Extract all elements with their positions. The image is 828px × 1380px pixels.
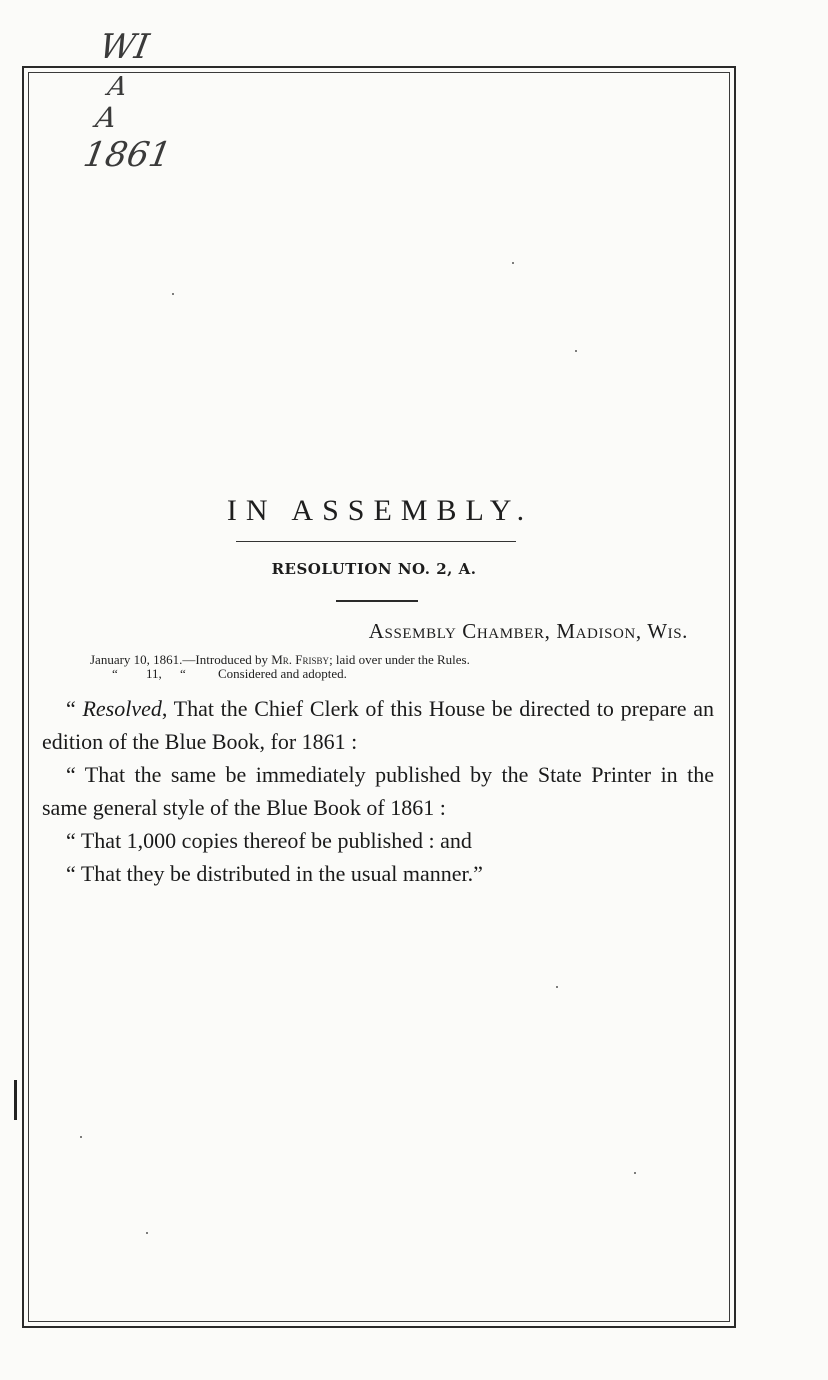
ditto-mark-month: “: [112, 666, 118, 681]
heading-underline-rule: [236, 541, 516, 542]
paper-speck: [634, 1172, 636, 1174]
date-introduced-prefix: January 10, 1861.—Introduced by: [90, 652, 272, 667]
resolution-paragraph-3: “ That 1,000 copies thereof be published : and: [66, 828, 472, 853]
paper-speck: [172, 293, 174, 295]
handwritten-line-1: WI: [96, 27, 152, 67]
handwritten-line-3: A: [93, 101, 120, 134]
ditto-mark-year: “: [180, 666, 186, 681]
sponsor-name: Mr. Frisby: [271, 652, 330, 667]
handwritten-catalog-note: [78, 27, 175, 175]
document-heading: IN ASSEMBLY.: [226, 494, 534, 527]
paper-speck: [512, 262, 514, 264]
resolution-paragraph-2: “ That the same be immediately published by the State Printer in the same general style of the Blue Book of 1861 :: [42, 762, 714, 820]
resolution-paragraph-1: [42, 692, 714, 758]
paper-speck: [80, 1136, 82, 1138]
handwritten-line-2: A: [105, 72, 130, 102]
date-introduced-suffix: ; laid over under the Rules.: [329, 652, 470, 667]
place-line: Assembly Chamber, Madison, Wis.: [368, 619, 688, 643]
legislative-dates: [90, 653, 470, 681]
margin-scan-mark: [14, 1080, 17, 1120]
date-adopted-text: Considered and adopted.: [218, 666, 347, 681]
handwritten-line-4: 1861: [80, 135, 175, 175]
paper-speck: [575, 350, 577, 352]
paper-speck: [556, 986, 558, 988]
resolution-paragraph-4: “ That they be distributed in the usual manner.”: [66, 861, 483, 886]
resolved-keyword: Resolved: [82, 696, 162, 721]
paper-speck: [146, 1232, 148, 1234]
date-adopted-day: 11,: [146, 666, 162, 681]
date-row-adopted: [90, 667, 470, 681]
resolution-paragraph-1-text: , That the Chief Clerk of this House be directed to prepare an edition of the Blue Book, for 1861 :: [42, 696, 715, 754]
resolution-body: [42, 692, 714, 890]
date-row-introduced: [90, 653, 470, 667]
short-divider-rule: [336, 600, 418, 602]
resolution-title: RESOLUTION NO. 2, A.: [271, 560, 477, 578]
open-quote: “: [66, 696, 76, 721]
